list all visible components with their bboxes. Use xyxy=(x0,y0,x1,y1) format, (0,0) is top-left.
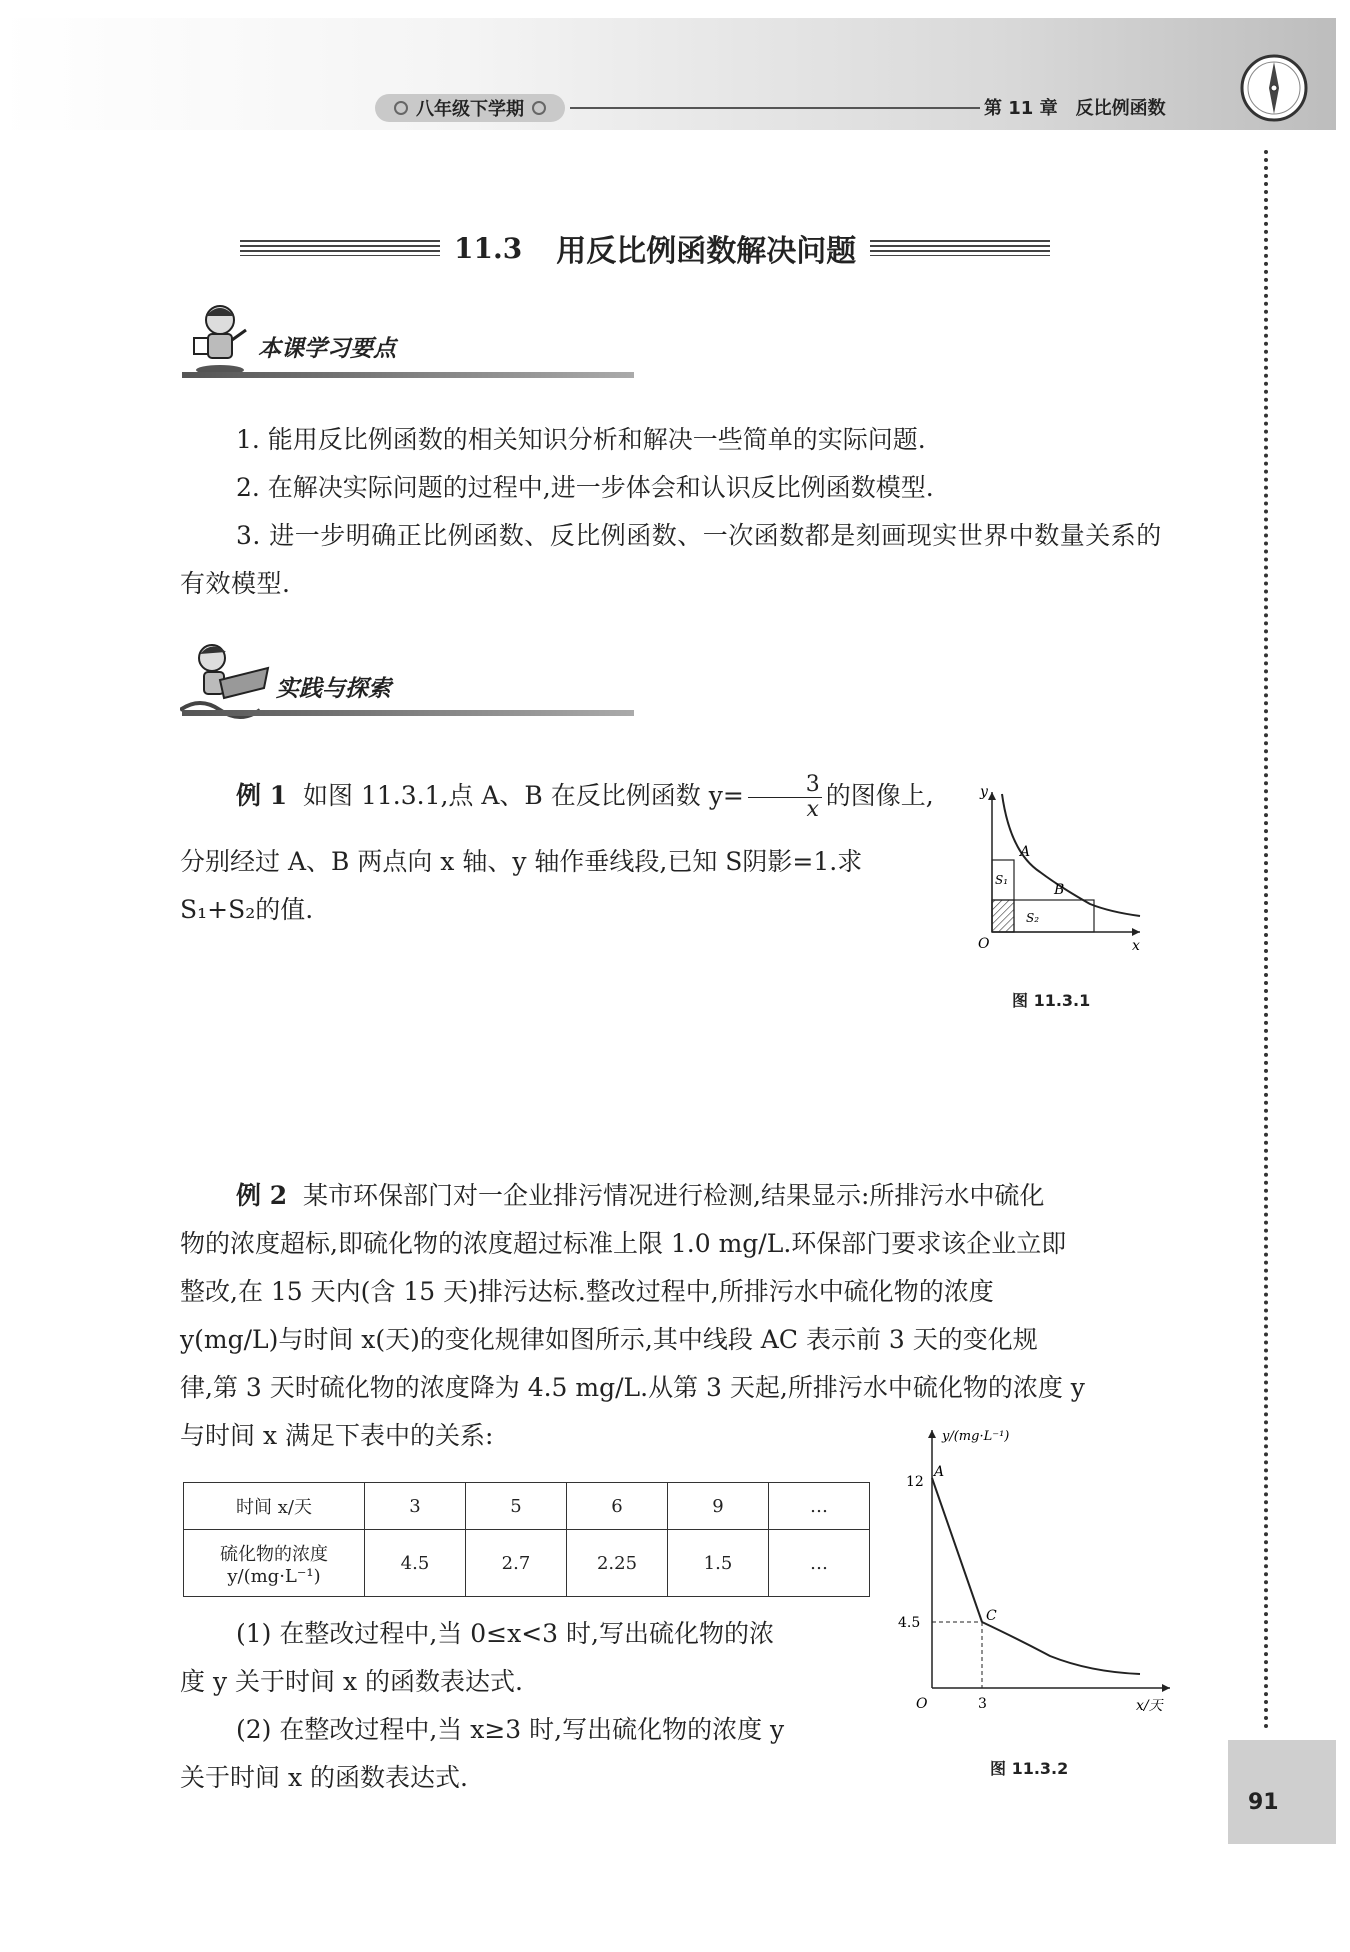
example1-text-b: 的图像上, xyxy=(825,781,934,810)
example2-line: 整改,在 15 天内(含 15 天)排污达标.整改过程中,所排污水中硫化物的浓度 xyxy=(180,1277,994,1306)
grade-pill xyxy=(375,94,565,122)
fraction-denominator: x xyxy=(806,797,819,822)
table-cell: 1.5 xyxy=(668,1530,769,1597)
objective-item: 1. 能用反比例函数的相关知识分析和解决一些简单的实际问题. xyxy=(236,425,926,454)
x-axis-label: x/天 xyxy=(1136,1698,1163,1714)
example2-line: 物的浓度超标,即硫化物的浓度超过标准上限 1.0 mg/L.环保部门要求该企业立即 xyxy=(180,1229,1067,1258)
question-2-line1: (2) 在整改过程中,当 x≥3 时,写出硫化物的浓度 y xyxy=(236,1715,785,1744)
heading-underline xyxy=(182,372,634,378)
margin-dotted-line xyxy=(1264,150,1268,1730)
chapter-label xyxy=(984,94,1184,120)
question-1-line1: (1) 在整改过程中,当 0≤x<3 时,写出硫化物的浓 xyxy=(236,1619,774,1648)
table-cell: 5 xyxy=(466,1483,567,1530)
example2-questions xyxy=(180,1610,880,1802)
objectives-heading-label: 本课学习要点 xyxy=(258,336,396,362)
example2-text xyxy=(180,1172,1180,1460)
segment-ac xyxy=(932,1478,982,1622)
example1-text-a: 如图 11.3.1,点 A、B 在反比例函数 y= xyxy=(303,781,744,810)
question-1-line2: 度 y 关于时间 x 的函数表达式. xyxy=(180,1667,523,1696)
practice-heading xyxy=(180,640,640,720)
table-cell: 6 xyxy=(567,1483,668,1530)
table-cell: 9 xyxy=(668,1483,769,1530)
objective-item: 3. 进一步明确正比例函数、反比例函数、一次函数都是刻画现实世界中数量关系的有效模型. xyxy=(180,521,1162,598)
example1-label: 例 1 xyxy=(236,781,288,810)
hyperbola-curve xyxy=(982,1622,1140,1674)
example1-line1 xyxy=(180,772,960,822)
s2-label: S₂ xyxy=(1026,911,1040,925)
table-header-x: 时间 x/天 xyxy=(184,1483,365,1530)
figure-11-3-1-caption: 图 11.3.1 xyxy=(1012,991,1091,1010)
table-cell: 4.5 xyxy=(365,1530,466,1597)
figure-11-3-2 xyxy=(890,1420,1190,1720)
header-rule xyxy=(570,107,980,109)
example1-text xyxy=(180,772,960,934)
example2-line: y(mg/L)与时间 x(天)的变化规律如图所示,其中线段 AC 表示前 3 天的变化规 xyxy=(180,1325,1038,1354)
table-cell: … xyxy=(769,1530,870,1597)
table-cell: … xyxy=(769,1483,870,1530)
example2-label: 例 2 xyxy=(236,1181,288,1210)
table-row xyxy=(184,1483,870,1530)
question-2-line2: 关于时间 x 的函数表达式. xyxy=(180,1763,468,1792)
example2-line: 律,第 3 天时硫化物的浓度降为 4.5 mg/L.从第 3 天起,所排污水中硫化物的浓度 y xyxy=(180,1373,1085,1402)
compass-icon xyxy=(1238,52,1310,124)
table-cell: 2.25 xyxy=(567,1530,668,1597)
s1-label: S₁ xyxy=(995,873,1009,887)
title-stripes-left xyxy=(240,240,440,256)
figure-11-3-1 xyxy=(950,782,1150,962)
practice-heading-label: 实践与探索 xyxy=(276,676,391,702)
fraction-numerator: 3 xyxy=(748,773,822,798)
objectives-list xyxy=(180,416,1180,608)
x-axis-label: x xyxy=(1132,938,1140,954)
y-axis-label: y/(mg·L⁻¹) xyxy=(942,1429,1010,1444)
page-number: 91 xyxy=(1248,1790,1279,1815)
figure-11-3-2-caption: 图 11.3.2 xyxy=(990,1759,1069,1778)
chapter-number: 第 11 章 xyxy=(984,98,1058,119)
grade-label: 八年级下学期 xyxy=(416,99,524,120)
y-axis-label: y xyxy=(980,784,988,800)
example2-line-text: 某市环保部门对一企业排污情况进行检测,结果显示:所排污水中硫化 xyxy=(303,1181,1045,1210)
shaded-region xyxy=(992,900,1014,932)
section-title: 用反比例函数解决问题 xyxy=(556,234,857,269)
example1-line3: S₁+S₂的值. xyxy=(180,895,314,924)
tick-12: 12 xyxy=(906,1474,924,1490)
example2-line: 与时间 x 满足下表中的关系: xyxy=(180,1421,494,1450)
origin-label: O xyxy=(978,936,990,952)
heading-underline xyxy=(182,710,634,716)
fraction-3-over-x xyxy=(748,773,822,822)
example1-line2: 分别经过 A、B 两点向 x 轴、y 轴作垂线段,已知 S阴影=1.求 xyxy=(180,847,863,876)
section-title-row xyxy=(240,224,1090,272)
tick-3: 3 xyxy=(978,1696,987,1712)
origin-label: O xyxy=(916,1696,928,1712)
page-number-box xyxy=(1228,1740,1336,1844)
point-b-label: B xyxy=(1054,882,1065,898)
chapter-title: 反比例函数 xyxy=(1075,98,1166,119)
title-stripes-right xyxy=(870,240,1050,256)
concentration-table xyxy=(183,1482,870,1597)
point-a-label: A xyxy=(1020,844,1031,860)
section-number: 11.3 xyxy=(454,231,523,265)
table-header-y-line1: 硫化物的浓度 xyxy=(220,1543,328,1565)
table-row xyxy=(184,1530,870,1597)
objectives-heading xyxy=(180,300,640,380)
example2-line xyxy=(180,1172,1180,1220)
table-cell: 2.7 xyxy=(466,1530,567,1597)
point-c-label: C xyxy=(986,1608,997,1624)
objective-item: 2. 在解决实际问题的过程中,进一步体会和认识反比例函数模型. xyxy=(236,473,934,502)
table-header-y xyxy=(184,1530,365,1597)
point-a-label: A xyxy=(934,1464,945,1480)
reading-boy-icon xyxy=(180,300,260,380)
table-header-y-line2: y/(mg·L⁻¹) xyxy=(227,1565,321,1587)
tick-4-5: 4.5 xyxy=(898,1615,921,1631)
table-cell: 3 xyxy=(365,1483,466,1530)
